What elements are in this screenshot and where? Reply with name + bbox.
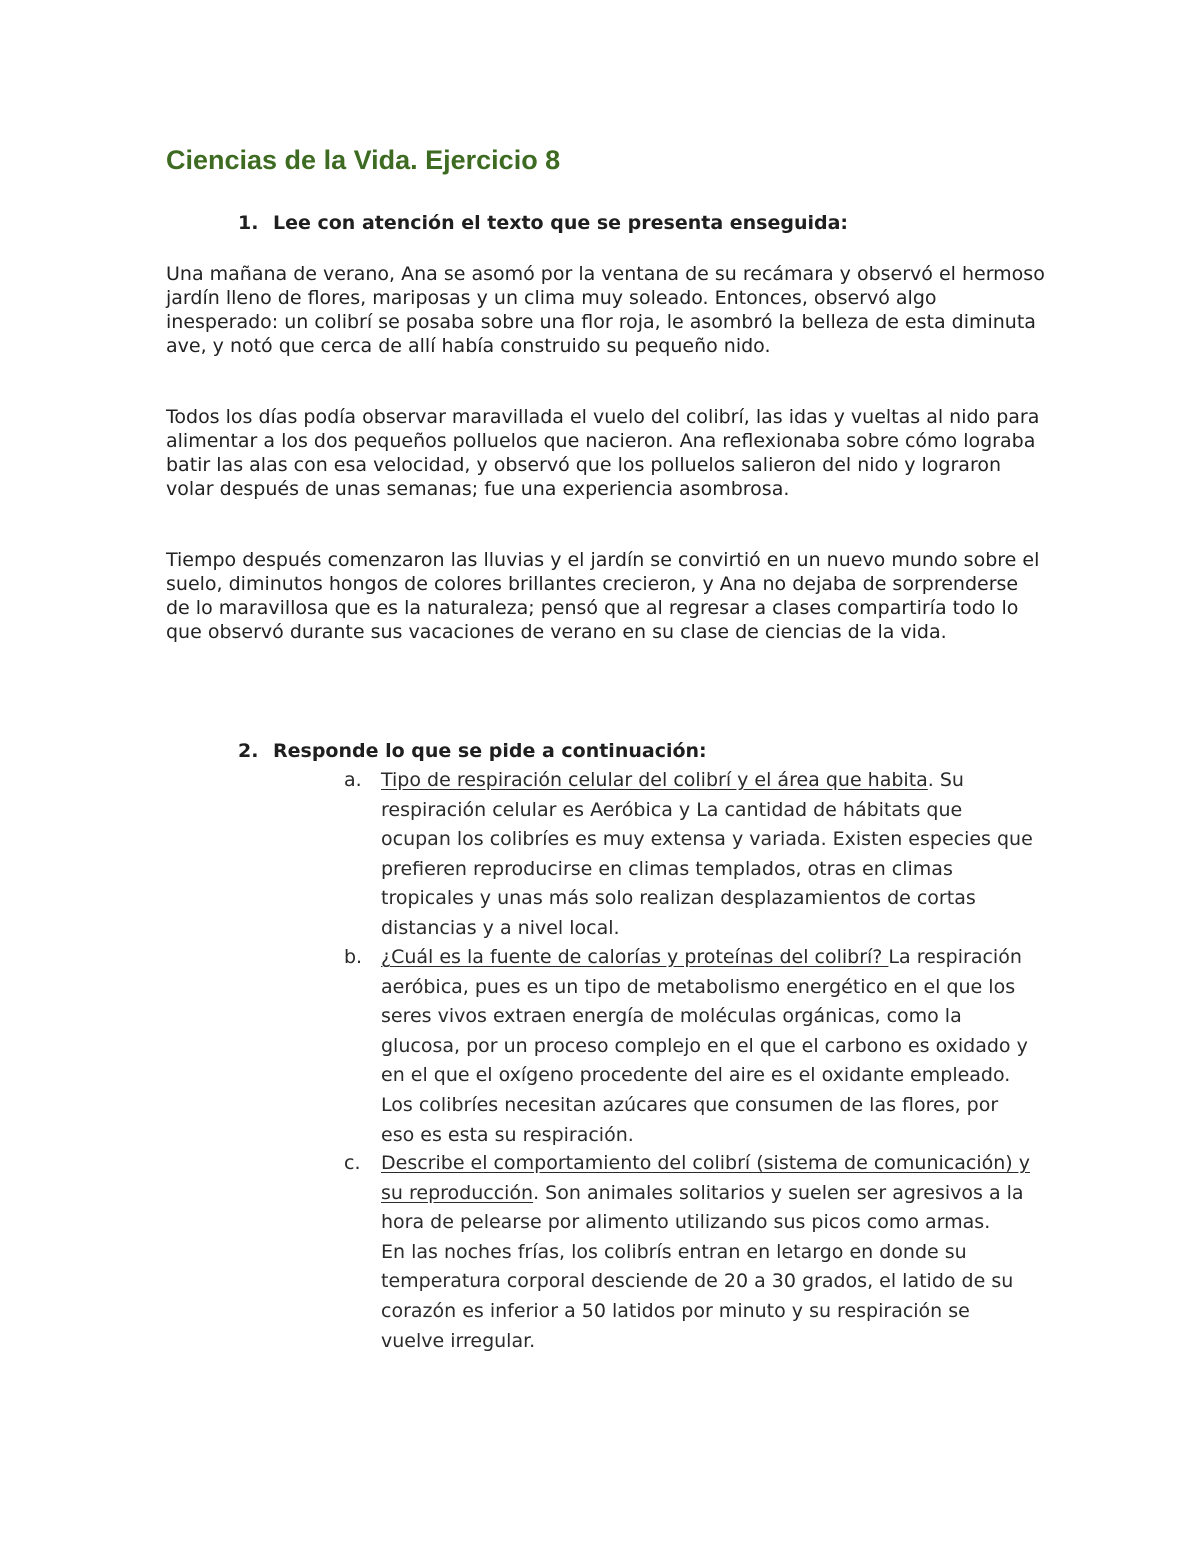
item-marker: b. [344,946,363,968]
document-title: Ciencias de la Vida. Ejercicio 8 [166,145,561,175]
story-paragraph-3: Tiempo después comenzaron las lluvias y el jardín se convirtió en un nuevo mundo sobre el suelo, diminutos hongos de colores brillantes crecieron, y Ana no dejaba de sorprenderse de lo maravillosa que es la naturaleza; pensó que al regresar a clases compartiría todo lo que observó durante sus vacaciones de verano en su clase de ciencias de la vida. [166,549,1040,643]
answer-item-a [340,766,1040,944]
item-marker: c. [344,1152,361,1174]
section-2-heading [238,738,707,764]
item-answer: . Su respiración celular es Aeróbica y La cantidad de hábitats que ocupan los colibríes es muy extensa y variada. Existen especies que prefieren reproducirse en climas templados, otras en climas tropicales y unas más solo realizan desplazamientos de cortas distancias y a nivel local. [381,769,1033,939]
section-1-heading [238,210,848,236]
item-body [381,1149,1036,1356]
item-question: Describe el comportamiento del colibrí (sistema de comunicación) y su reproducción [381,1152,1030,1204]
section-1-heading-text: Lee con atención el texto que se presenta enseguida: [273,212,849,234]
answer-item-c [340,1149,1040,1356]
item-question: ¿Cuál es la fuente de calorías y proteínas del colibrí? [381,946,889,968]
item-answer-continued: En las noches frías, los colibrís entran en letargo en donde su temperatura corporal desciende de 20 a 30 grados, el latido de su corazón es inferior a 50 latidos por minuto y su respiración se vuelve irregular. [381,1240,1014,1352]
item-question: Tipo de respiración celular del colibrí y el área que habita [381,769,928,791]
item-marker: a. [344,769,362,791]
item-body [381,766,1036,944]
section-2-number: 2. [238,740,259,762]
section-2-heading-text: Responde lo que se pide a continuación: [273,740,707,762]
item-body [381,943,1036,1150]
item-answer: . Son animales solitarios y suelen ser agresivos a la hora de pelearse por alimento utilizando sus picos como armas. [381,1181,1024,1234]
answer-item-b [340,943,1040,1150]
item-answer: La respiración aeróbica, pues es un tipo de metabolismo energético en el que los seres vivos extraen energía de moléculas orgánicas, como la glucosa, por un proceso complejo en el que el carbono es oxidado y en el que el oxígeno procedente del aire es el oxidante empleado. Los colibríes necesitan azúcares que consumen de las flores, por eso es esta su respiración. [381,946,1028,1146]
section-1-number: 1. [238,212,259,234]
story-paragraph-1: Una mañana de verano, Ana se asomó por la ventana de su recámara y observó el hermoso jardín lleno de flores, mariposas y un clima muy soleado. Entonces, observó algo inesperado: un colibrí se posaba sobre una flor roja, le asombró la belleza de esta diminuta ave, y notó que cerca de allí había construido su pequeño nido. [166,263,1045,357]
story-paragraph-2: Todos los días podía observar maravillada el vuelo del colibrí, las idas y vueltas al nido para alimentar a los dos pequeños polluelos que nacieron. Ana reflexionaba sobre cómo lograba batir las alas con esa velocidad, y observó que los polluelos salieron del nido y lograron volar después de unas semanas; fue una experiencia asombrosa. [166,406,1040,500]
